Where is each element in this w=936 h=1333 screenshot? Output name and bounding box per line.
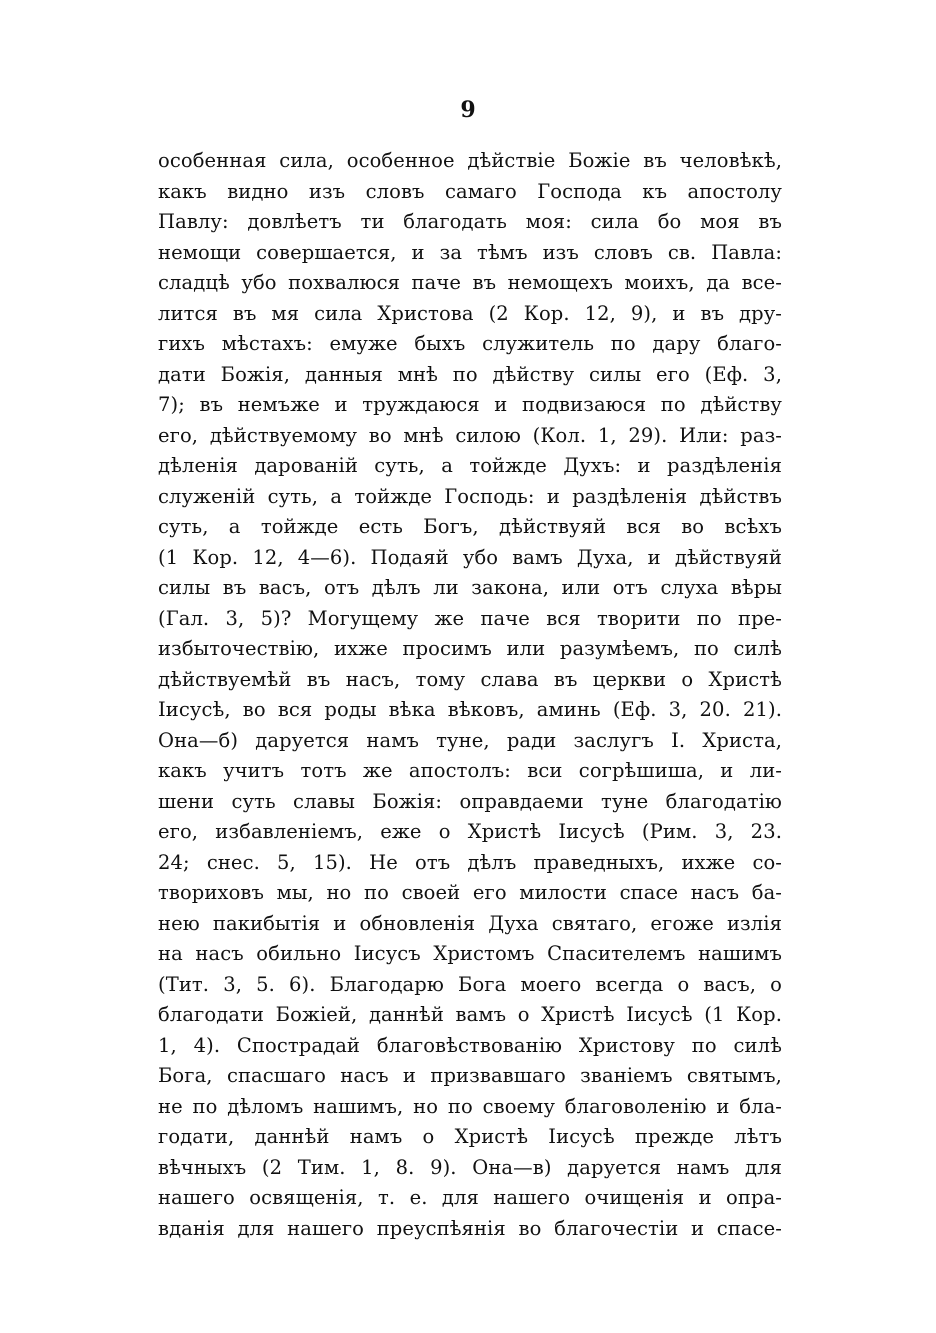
text-line: благодати Божіей, даннѣй вамъ о Христѣ Іисусѣ (1 Кор. (158, 1003, 782, 1026)
text-line: 24; снес. 5, 15). Не отъ дѣлъ праведныхъ, ихже со- (158, 850, 782, 874)
text-line: вданія для нашего преуспѣянія во благочестіи и спасе- (158, 1216, 782, 1240)
text-line: не по дѣломъ нашимъ, но по своему благоволенію и бла- (158, 1094, 782, 1118)
text-line: вѣчныхъ (2 Тим. 1, 8. 9). Она—в) даруется намъ для (158, 1155, 782, 1179)
text-line: его, дѣйствуемому во мнѣ силою (Кол. 1, 29). Или: раз- (158, 423, 782, 447)
text-line: дѣйствуемѣй въ насъ, тому слава въ церкви о Христѣ (158, 667, 782, 691)
text-line: 1, 4). Спострадай благовѣствованію Христову по силѣ (158, 1033, 782, 1057)
text-line: (Тит. 3, 5. 6). Благодарю Бога моего всегда о васъ, о (158, 972, 782, 996)
text-line: сладцѣ убо похвалюся паче въ немощехъ моихъ, да все- (158, 271, 782, 294)
text-line: служеній суть, а тойжде Господь: и раздѣленія дѣйствъ (158, 484, 782, 508)
text-line: его, избавленіемъ, еже о Христѣ Іисусѣ (Рим. 3, 23. (158, 820, 782, 843)
text-line: особенная сила, особенное дѣйствіе Божіе въ человѣкѣ, (158, 149, 782, 172)
text-line: Павлу: довлѣетъ ти благодать моя: сила бо моя въ (158, 210, 782, 233)
text-line: дѣленія дарованій суть, а тойжде Духъ: и раздѣленія (158, 454, 782, 477)
body-text (158, 146, 782, 1244)
text-line: нею пакибытія и обновленія Духа святаго, егоже излія (158, 911, 782, 935)
text-line: нашего освященія, т. е. для нашего очищенія и опра- (158, 1186, 782, 1209)
page-number: 9 (460, 97, 476, 123)
text-line: дати Божія, данныя мнѣ по дѣйству силы его (Еф. 3, (158, 362, 782, 386)
text-line: твориховъ мы, но по своей его милости спасе насъ ба- (158, 881, 782, 904)
text-line: Бога, спасшаго насъ и призвавшаго званіемъ святымъ, (158, 1064, 782, 1087)
text-line: Она—б) даруется намъ туне, ради заслугъ І. Христа, (158, 728, 782, 752)
text-line: избыточествію, ихже просимъ или разумѣемъ, по силѣ (158, 637, 782, 660)
text-line: гихъ мѣстахъ: емуже быхъ служитель по дару благо- (158, 332, 782, 355)
text-line: (Гал. 3, 5)? Могущему же паче вся творити по пре- (158, 606, 782, 630)
text-line: лится въ мя сила Христова (2 Кор. 12, 9), и въ дру- (158, 301, 782, 325)
text-line: немощи совершается, и за тѣмъ изъ словъ св. Павла: (158, 240, 782, 264)
text-line: на насъ обильно Іисусъ Христомъ Спасителемъ нашимъ (158, 942, 782, 965)
text-line: Іисусѣ, во вся роды вѣка вѣковъ, аминь (Еф. 3, 20. 21). (158, 698, 782, 721)
text-line: шени суть славы Божія: оправдаеми туне благодатію (158, 789, 782, 813)
text-line: суть, а тойжде есть Богъ, дѣйствуяй вся во всѣхъ (158, 515, 782, 538)
text-line: 7); въ немъже и труждаюся и подвизаюся по дѣйству (158, 393, 782, 416)
text-line: (1 Кор. 12, 4—6). Подаяй убо вамъ Духа, и дѣйствуяй (158, 545, 782, 569)
text-line: годати, даннѣй намъ о Христѣ Іисусѣ прежде лѣтъ (158, 1125, 782, 1148)
text-line: какъ видно изъ словъ самаго Господа къ апостолу (158, 179, 782, 203)
text-line: силы въ васъ, отъ дѣлъ ли закона, или отъ слуха вѣры (158, 576, 782, 599)
text-line: какъ учитъ тотъ же апостолъ: вси согрѣшиша, и ли- (158, 759, 782, 782)
